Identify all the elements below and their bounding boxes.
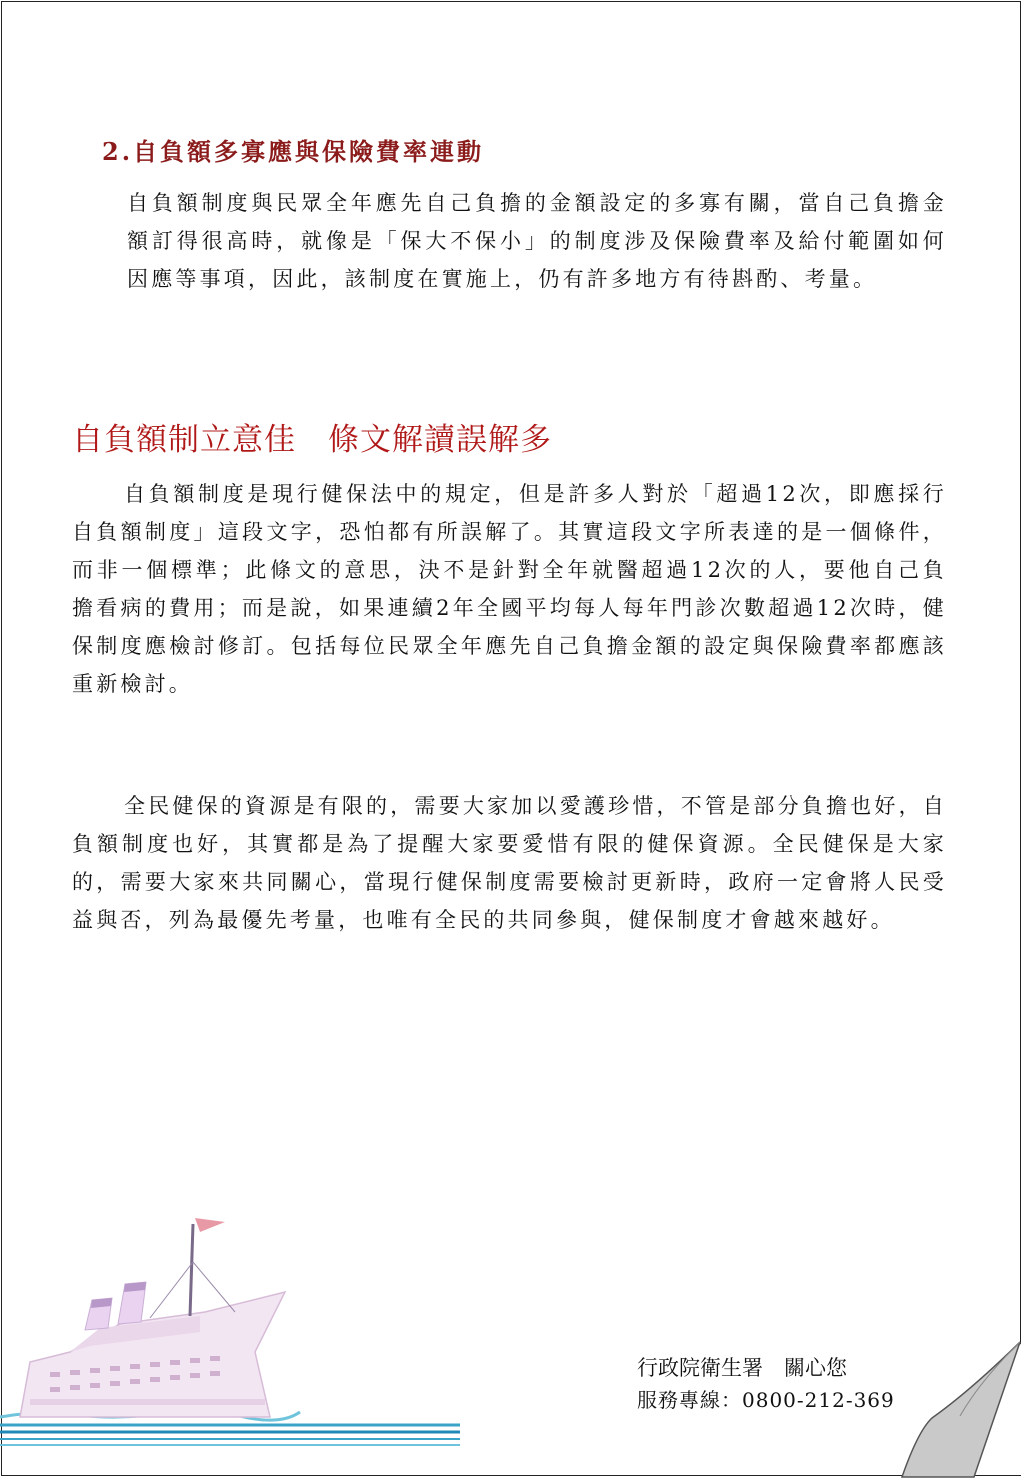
section-paragraph-1: 自負額制度是現行健保法中的規定，但是許多人對於「超過12次，即應採行自負額制度」這段文字，恐怕都有所誤解了。其實這段文字所表達的是一個條件，而非一個標準；此條文的意思，決不是針對全年就醫超過12次的人，要他自己負擔看病的費用；而是說，如果連續2年全國平均每人每年門診次數超過12次時，健保制度應檢討修訂。包括每位民眾全年應先自己負擔金額的設定與保險費率都應該重新檢討。 <box>72 482 947 696</box>
cruise-ship-illustration-icon <box>0 1212 460 1479</box>
section-paragraph-2: 全民健保的資源是有限的，需要大家加以愛護珍惜，不管是部分負擔也好，自負額制度也好，其實都是為了提醒大家要愛惜有限的健保資源。全民健保是大家的，需要大家來共同關心，當現行健保制度需要檢討更新時，政府一定會將人民受益與否，列為最優先考量，也唯有全民的共同參與，健保制度才會越來越好。 <box>72 794 947 932</box>
footer-contact <box>637 1352 895 1416</box>
footer-hotline: 服務專線：0800-212-369 <box>637 1388 895 1412</box>
ship-hull <box>20 1292 285 1417</box>
footer-org-line: 行政院衛生署 關心您 <box>637 1356 847 1380</box>
ship-flag <box>195 1218 225 1232</box>
subsection-paragraph: 自負額制度與民眾全年應先自己負擔的金額設定的多寡有關，當自己負擔金額訂得很高時，就像是「保大不保小」的制度涉及保險費率及給付範圍如何因應等事項，因此，該制度在實施上，仍有許多地方有待斟酌、考量。 <box>127 191 947 291</box>
section-heading: 自負額制立意佳 條文解讀誤解多 <box>72 422 552 458</box>
subsection-title: 2.自負額多寡應與保險費率連動 <box>102 137 485 166</box>
